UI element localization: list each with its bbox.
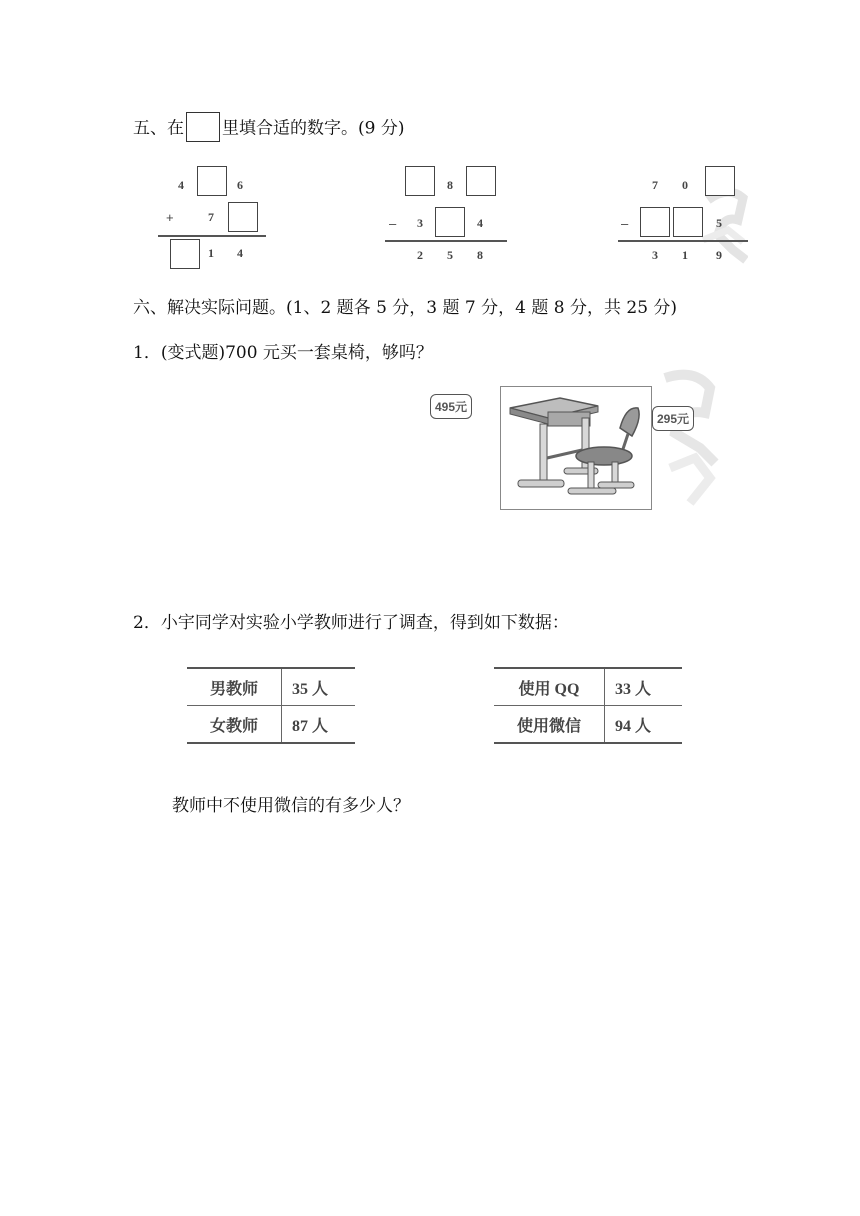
p1-sum-line [158, 235, 266, 237]
question-1-text: 1．(变式题)700 元买一套桌椅，够吗？ [133, 343, 433, 363]
question-2-text: 2．小宇同学对实验小学教师进行了调查，得到如下数据： [133, 613, 569, 633]
p3-result-2: 1 [682, 248, 688, 262]
p1-result-1: 1 [208, 246, 214, 260]
table-row [187, 706, 355, 744]
section-5-title-before: 五、在 [133, 118, 184, 139]
p3-blank-1[interactable] [705, 166, 735, 196]
p2-result-2: 5 [447, 248, 453, 262]
p2-difference-line [385, 240, 507, 242]
p3-blank-2[interactable] [640, 207, 670, 237]
question-2-prompt: 教师中不使用微信的有多少人？ [172, 796, 410, 816]
table-cell-value: 87 人 [282, 706, 356, 744]
p1-digit-1: 4 [178, 178, 184, 192]
arithmetic-problem-2 [385, 160, 510, 275]
teacher-app-usage-table [494, 667, 682, 744]
section-5-title-after: 里填合适的数字。(9 分) [222, 118, 405, 139]
p2-blank-3[interactable] [435, 207, 465, 237]
p2-blank-2[interactable] [466, 166, 496, 196]
p2-digit-3: 4 [477, 216, 483, 230]
p3-digit-3: 5 [716, 216, 722, 230]
section-5-title [133, 114, 404, 144]
p2-digit-1: 8 [447, 178, 453, 192]
p1-blank-3[interactable] [170, 239, 200, 269]
p1-blank-2[interactable] [228, 202, 258, 232]
p2-blank-1[interactable] [405, 166, 435, 196]
table-cell-label: 使用微信 [494, 706, 605, 744]
p3-blank-3[interactable] [673, 207, 703, 237]
p3-minus-sign: – [621, 216, 629, 231]
table-cell-value: 94 人 [605, 706, 683, 744]
background-calligraphy-watermark-2 [650, 368, 725, 513]
p2-result-1: 2 [417, 248, 423, 262]
p1-plus-sign: + [166, 210, 174, 225]
table-cell-label: 使用 QQ [494, 668, 605, 706]
p2-minus-sign: – [389, 216, 397, 231]
arithmetic-problem-1 [150, 160, 270, 275]
p3-result-1: 3 [652, 248, 658, 262]
p3-result-3: 9 [716, 248, 722, 262]
p2-result-3: 8 [477, 248, 483, 262]
p1-digit-2: 6 [237, 178, 243, 192]
p1-digit-3: 7 [208, 210, 214, 224]
p1-result-2: 4 [237, 246, 243, 260]
p3-difference-line [618, 240, 748, 242]
p1-blank-1[interactable] [197, 166, 227, 196]
arithmetic-problem-3 [618, 160, 748, 275]
desk-price-tag: 495元 [430, 394, 472, 419]
blank-box-example [186, 112, 220, 142]
table-cell-value: 33 人 [605, 668, 683, 706]
chair-price-tag: 295元 [652, 406, 694, 431]
table-cell-label: 男教师 [187, 668, 282, 706]
table-cell-value: 35 人 [282, 668, 356, 706]
p3-digit-1: 7 [652, 178, 658, 192]
desk-chair-drawing [502, 388, 648, 506]
table-row [187, 668, 355, 706]
section-6-title: 六、解决实际问题。(1、2 题各 5 分，3 题 7 分，4 题 8 分，共 25 分) [133, 298, 678, 318]
table-row [494, 706, 682, 744]
table-cell-label: 女教师 [187, 706, 282, 744]
p2-digit-2: 3 [417, 216, 423, 230]
p3-digit-2: 0 [682, 178, 688, 192]
desk-chair-illustration [430, 368, 725, 513]
teacher-gender-table [187, 667, 355, 744]
table-row [494, 668, 682, 706]
